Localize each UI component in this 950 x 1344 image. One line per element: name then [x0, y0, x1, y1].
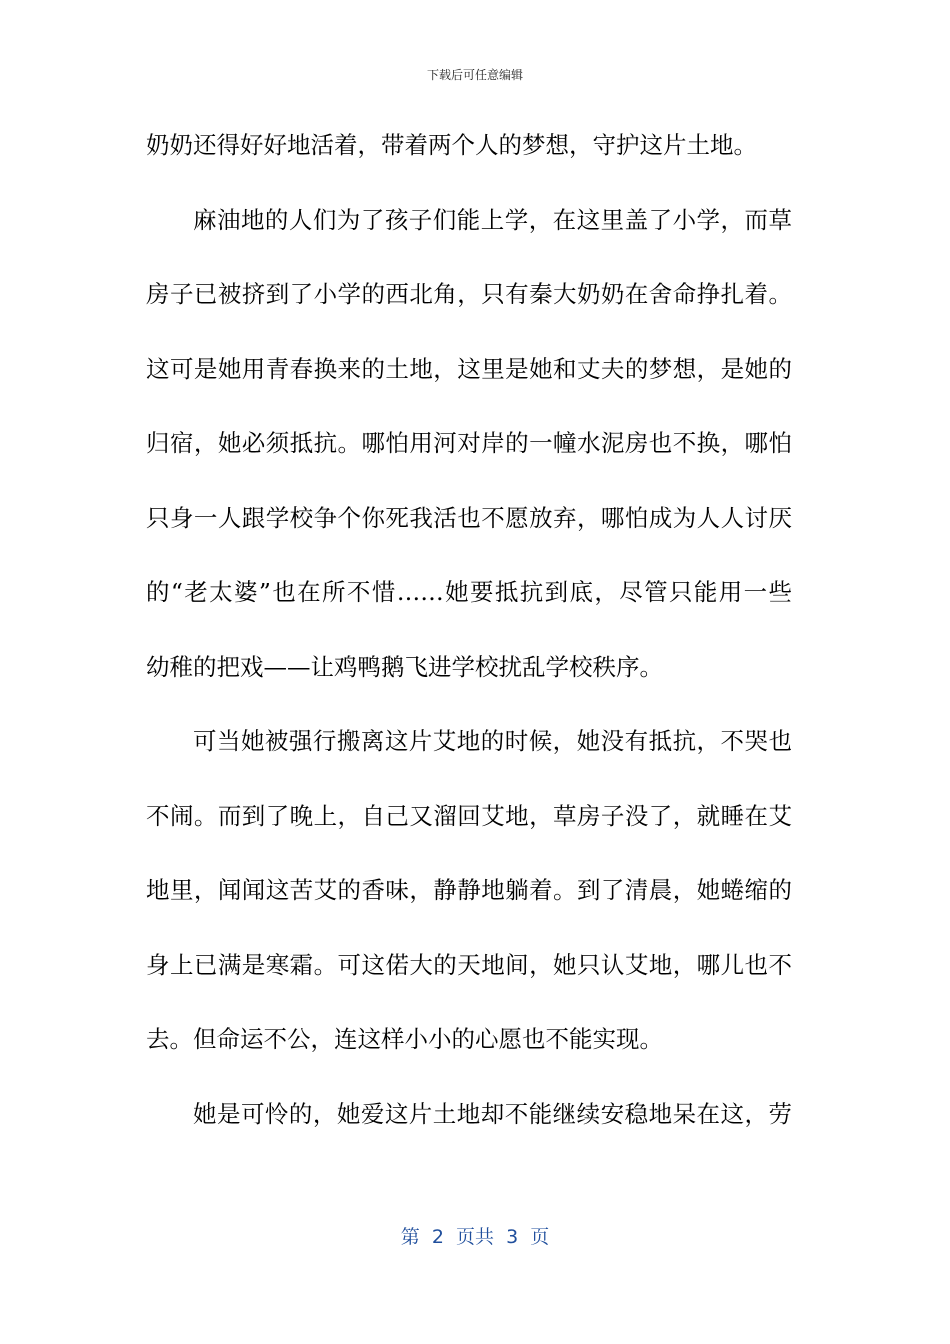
text-line: 归宿，她必须抵抗。哪怕用河对岸的一幢水泥房也不换，哪怕	[146, 429, 792, 457]
text-line: 身上已满是寒霜。可这偌大的天地间，她只认艾地，哪儿也不	[146, 950, 792, 979]
paragraph-start-line: 可当她被强行搬离这片艾地的时候，她没有抵抗，不哭也	[193, 727, 792, 755]
text-line: 奶奶还得好好地活着，带着两个人的梦想，守护这片土地。	[146, 131, 757, 159]
text-line: 不闹。而到了晚上，自己又溜回艾地，草房子没了，就睡在艾	[146, 801, 792, 830]
text-line: 去。但命运不公，连这样小小的心愿也不能实现。	[146, 1025, 663, 1053]
text-line: 这可是她用青春换来的土地，这里是她和丈夫的梦想，是她的	[146, 354, 792, 383]
text-line: 地里，闻闻这苦艾的香味，静静地躺着。到了清晨，她蜷缩的	[146, 876, 792, 904]
text-line: 只身一人跟学校争个你死我活也不愿放弃，哪怕成为人人讨厌	[146, 503, 792, 532]
page-header: 下载后可任意编辑	[426, 68, 523, 82]
text-line: 房子已被挤到了小学的西北角，只有秦大奶奶在舍命挣扎着。	[146, 280, 792, 308]
paragraph-start-line: 她是可怜的，她爱这片土地却不能继续安稳地呆在这，劳	[193, 1099, 792, 1128]
document-body	[146, 118, 792, 1161]
text-line: 的“老太婆”也在所不惜……她要抵抗到底，尽管只能用一些	[146, 578, 792, 606]
text-line: 幼稚的把戏——让鸡鸭鹅飞进学校扰乱学校秩序。	[146, 652, 663, 681]
page-number-footer: 第 2 页共 3 页	[400, 1226, 550, 1248]
paragraph-start-line: 麻油地的人们为了孩子们能上学，在这里盖了小学，而草	[193, 205, 792, 234]
